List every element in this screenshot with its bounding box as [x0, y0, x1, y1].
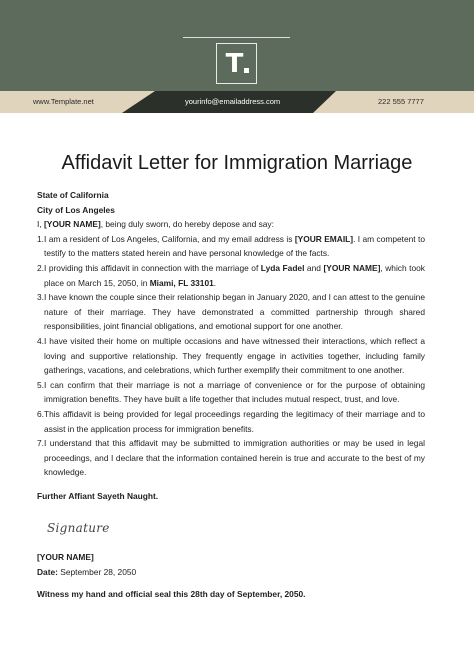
logo-dot: [244, 68, 249, 73]
statement-text-run: I understand that this affidavit may be submitted to immigration authorities or may be used in legal proceedings, and I declare that the information contained herein is true and accurate to the best of my knowledge.: [44, 438, 425, 478]
statement-item: [37, 290, 425, 334]
logo-letter: T: [225, 48, 244, 79]
date-label: Date:: [37, 566, 58, 577]
statement-number: 5.: [37, 379, 44, 390]
statement-item: [37, 407, 425, 436]
statement-text: [44, 261, 425, 290]
statement-text-run: I have visited their home on multiple occasions and have witnessed their interactions, which reflect a loving and supportive relationship. They frequently engage in activities together, including family gatherings, vacations, and celebrations, which further exemplify their commitment to one another.: [44, 335, 425, 376]
phone-text: 222 555 7777: [378, 97, 424, 106]
intro-prefix: I,: [37, 219, 44, 230]
website-text: www.Template.net: [33, 97, 94, 106]
statement-text: [44, 232, 425, 261]
statement-text-bold: [YOUR NAME]: [323, 262, 381, 273]
statement-text: [44, 334, 425, 378]
company-logo: [216, 43, 257, 84]
statement-text-run: , which took place on March 15, 2050, in: [44, 262, 425, 288]
intro-suffix: , being duly sworn, do hereby depose and say:: [100, 219, 274, 230]
intro-line: [37, 217, 425, 232]
statement-text-run: This affidavit is being provided for legal proceedings regarding the legitimacy of their marriage and to assist in the application process for immigration benefits.: [44, 408, 425, 434]
statement-item: [37, 261, 425, 290]
city-line: City of Los Angeles: [37, 204, 115, 215]
witness-line: Witness my hand and official seal this 28th day of September, 2050.: [37, 589, 306, 600]
date-value: September 28, 2050: [57, 566, 137, 577]
statement-text: [44, 378, 425, 407]
intro-name: [YOUR NAME]: [43, 219, 101, 230]
statement-number: 4.: [37, 335, 44, 346]
statement-text-run: I can confirm that their marriage is not a marriage of convenience or for the purpose of obtaining immigration benefits. They have built a life together that includes mutual respect, trust, and love.: [44, 379, 425, 405]
statement-item: [37, 334, 425, 378]
header-rule-top: [183, 37, 290, 38]
statement-number: 7.: [37, 438, 44, 449]
statement-text-run: .: [213, 277, 217, 288]
statement-text: [44, 290, 425, 334]
statement-text-run: and: [304, 262, 324, 273]
statement-item: [37, 436, 425, 480]
statement-number: 1.: [37, 233, 44, 244]
statement-number: 3.: [37, 292, 44, 303]
statement-number: 2.: [37, 262, 44, 273]
statement-list: [37, 232, 425, 480]
statement-text-bold: Miami, FL 33101: [149, 277, 214, 288]
statement-number: 6.: [37, 408, 44, 419]
affidavit-body: [37, 188, 425, 602]
signer-name: [YOUR NAME]: [37, 552, 94, 563]
statement-item: [37, 232, 425, 261]
closing-line: Further Affiant Sayeth Naught.: [37, 490, 159, 501]
statement-text-run: . I am competent to testify to the matters stated herein and have personal knowledge of the facts.: [44, 233, 426, 259]
letterhead-header: [0, 0, 474, 91]
statement-text-run: I providing this affidavit in connection with the marriage of: [44, 262, 261, 273]
date-line: [37, 565, 425, 580]
statement-text-bold: Lyda Fadel: [260, 262, 305, 273]
document-title: Affidavit Letter for Immigration Marriage: [61, 152, 413, 174]
statement-text: [44, 436, 425, 480]
statement-text: [44, 407, 425, 436]
statement-text-run: I have known the couple since their relationship began in January 2020, and I can attest to the genuine nature of their marriage. They have demonstrated a committed partnership through shared responsibilities, joint financial obligations, and emotional support for one another.: [44, 292, 425, 332]
email-text: yourinfo@emailaddress.com: [185, 97, 281, 106]
statement-item: [37, 378, 425, 407]
signature-image: Signature: [47, 521, 110, 536]
statement-text-run: I am a resident of Los Angeles, California, and my email address is: [44, 233, 295, 244]
state-line: State of California: [37, 190, 109, 200]
statement-text-bold: [YOUR EMAIL]: [294, 233, 354, 244]
